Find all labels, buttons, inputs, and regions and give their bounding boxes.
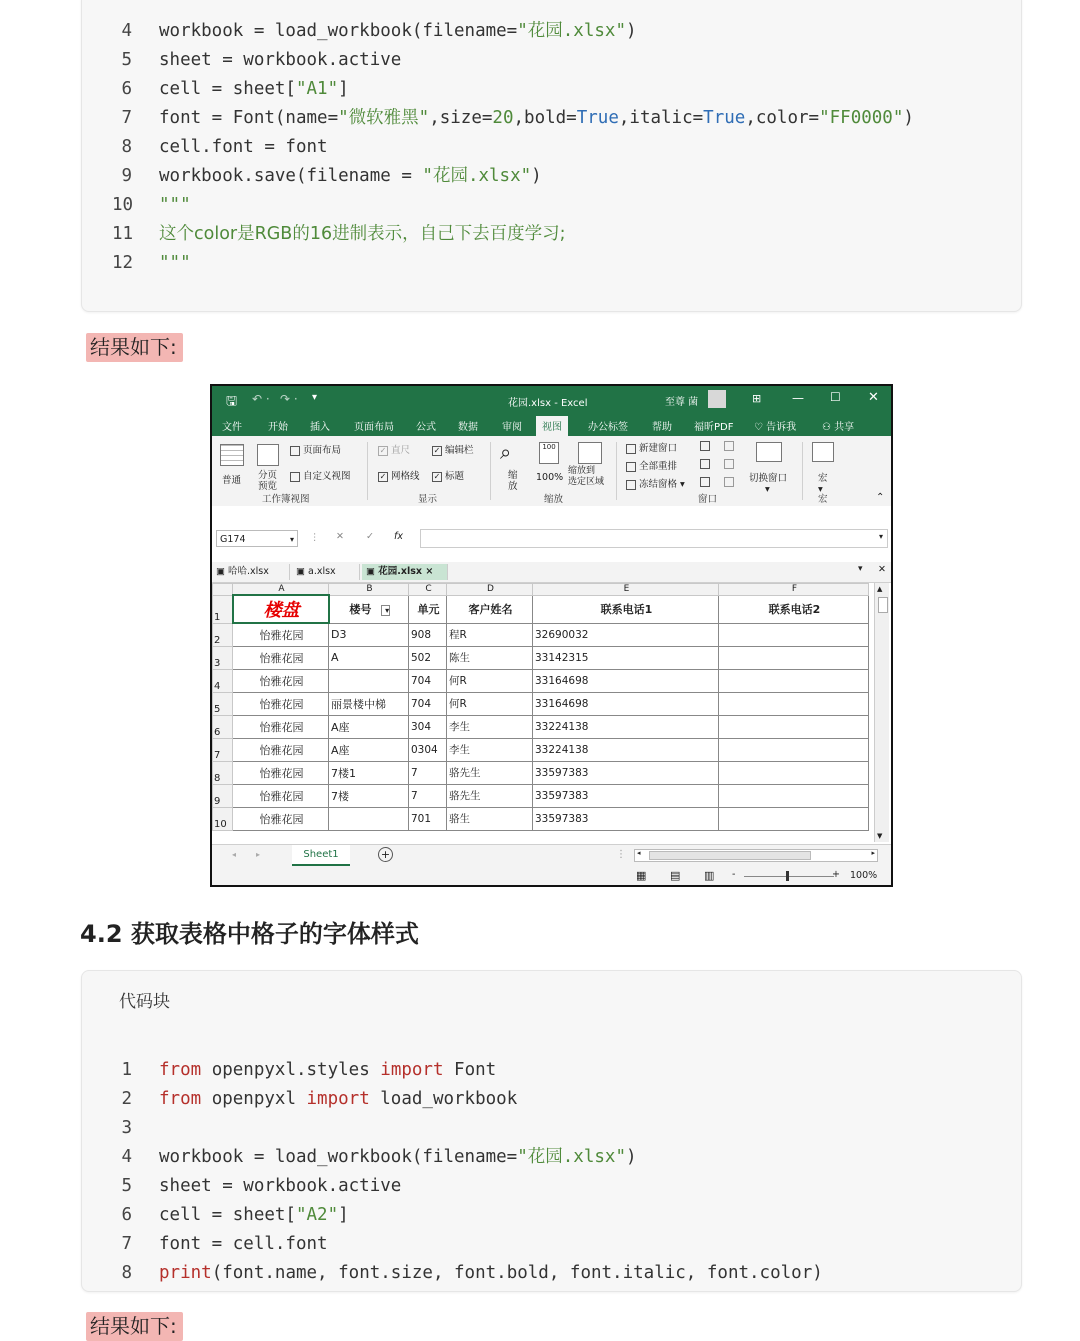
page-break-icon[interactable] bbox=[257, 444, 279, 466]
next-sheet-icon[interactable]: ▸ bbox=[256, 850, 261, 859]
cell[interactable]: D3 bbox=[329, 623, 409, 646]
code-text: cell.font = font bbox=[159, 137, 328, 157]
vertical-scrollbar[interactable]: ▲ ▼ bbox=[874, 583, 889, 842]
cell[interactable] bbox=[719, 761, 869, 784]
table-row bbox=[213, 738, 869, 761]
zoom-group-label: 缩放 bbox=[544, 494, 564, 505]
cell[interactable]: 7楼 bbox=[329, 784, 409, 807]
column-header[interactable]: C bbox=[409, 584, 447, 596]
code-line bbox=[82, 1230, 1012, 1259]
column-header[interactable]: A bbox=[233, 584, 329, 596]
cell[interactable]: 7 bbox=[409, 784, 447, 807]
cell[interactable]: 楼号 ▾ bbox=[329, 595, 409, 623]
code-line bbox=[82, 46, 1012, 75]
line-number: 5 bbox=[121, 50, 132, 70]
row-header[interactable]: 6 bbox=[213, 715, 233, 738]
cell[interactable]: 怡雅花园 bbox=[233, 692, 329, 715]
ribbon-tab[interactable]: 数据 bbox=[458, 422, 478, 433]
code-text: workbook.save(filename = "花园.xlsx") bbox=[159, 166, 542, 186]
switch-windows-icon[interactable] bbox=[756, 442, 782, 462]
table-row bbox=[213, 669, 869, 692]
table-row bbox=[213, 692, 869, 715]
quick-access-dropdown-icon[interactable]: ▾ bbox=[312, 392, 318, 403]
zoom-button[interactable]: 缩 放 bbox=[508, 470, 518, 492]
formula-input[interactable]: ▾ bbox=[420, 529, 888, 548]
tab-list-dropdown-icon[interactable]: ▾ bbox=[858, 564, 863, 574]
code-text: sheet = workbook.active bbox=[159, 50, 402, 70]
code-text: print(font.name, font.size, font.bold, font.italic, font.color) bbox=[159, 1263, 823, 1283]
cell[interactable]: 32690032 bbox=[533, 623, 719, 646]
table-row bbox=[213, 715, 869, 738]
row-header[interactable]: 7 bbox=[213, 738, 233, 761]
cell[interactable]: 骆生 bbox=[447, 807, 533, 830]
cell[interactable]: 33597383 bbox=[533, 807, 719, 830]
line-number: 5 bbox=[121, 1176, 132, 1196]
zoom-in-icon[interactable]: + bbox=[832, 869, 840, 880]
save-icon[interactable]: 🖫 bbox=[226, 394, 238, 409]
cell[interactable] bbox=[329, 807, 409, 830]
row-header[interactable]: 1 bbox=[213, 595, 233, 623]
name-box[interactable]: G174 ▾ bbox=[216, 530, 298, 547]
code-block-2 bbox=[81, 970, 1022, 1292]
split-icon[interactable] bbox=[700, 440, 713, 451]
ribbon-tab[interactable]: 开始 bbox=[268, 422, 288, 433]
ribbon-tab[interactable]: ♡ 告诉我 bbox=[754, 422, 797, 433]
sync-scroll-icon[interactable] bbox=[724, 458, 737, 469]
unhide-icon[interactable] bbox=[700, 476, 713, 487]
zoom-100-icon[interactable]: 100 bbox=[539, 442, 559, 464]
cell[interactable] bbox=[719, 715, 869, 738]
avatar[interactable] bbox=[708, 390, 726, 408]
cell[interactable]: 33597383 bbox=[533, 784, 719, 807]
cell[interactable]: 何R bbox=[447, 669, 533, 692]
line-number: 6 bbox=[121, 1205, 132, 1225]
workbook-tab[interactable]: ▣ 哈哈.xlsx bbox=[212, 564, 290, 580]
cell[interactable]: 33142315 bbox=[533, 646, 719, 669]
code-text: font = cell.font bbox=[159, 1234, 328, 1254]
workbook-tabs bbox=[212, 562, 891, 583]
table-row bbox=[213, 595, 869, 623]
code-line bbox=[82, 1143, 1012, 1172]
cell[interactable]: 丽景楼中梯 bbox=[329, 692, 409, 715]
code-text: from openpyxl import load_workbook bbox=[159, 1089, 518, 1109]
normal-view-icon[interactable] bbox=[220, 444, 244, 466]
arrange-all-button[interactable]: 全部重排 bbox=[626, 458, 677, 472]
zoom-selection-icon[interactable] bbox=[578, 442, 602, 464]
zoom-icon[interactable]: ⌕ bbox=[500, 440, 512, 464]
cell[interactable]: 程R bbox=[447, 623, 533, 646]
window-title: 花园.xlsx - Excel bbox=[508, 398, 588, 409]
ribbon-tab[interactable]: 审阅 bbox=[502, 422, 522, 433]
row-header[interactable]: 5 bbox=[213, 692, 233, 715]
table-row bbox=[213, 646, 869, 669]
cell[interactable] bbox=[719, 646, 869, 669]
ribbon-tab[interactable]: 办公标签 bbox=[588, 422, 628, 433]
redo-icon[interactable]: ↷ · bbox=[280, 392, 298, 406]
horizontal-scrollbar[interactable]: ◂ ▸ bbox=[634, 849, 878, 862]
cell[interactable]: 502 bbox=[409, 646, 447, 669]
zoom-level[interactable]: 100% bbox=[850, 870, 878, 881]
cell[interactable]: 怡雅花园 bbox=[233, 646, 329, 669]
code-line bbox=[82, 133, 1012, 162]
cell[interactable]: 李生 bbox=[447, 715, 533, 738]
ribbon-tab[interactable]: 插入 bbox=[310, 422, 330, 433]
column-header[interactable]: F bbox=[719, 584, 869, 596]
section-heading: 4.2 获取表格中格子的字体样式 bbox=[80, 920, 419, 948]
prev-sheet-icon[interactable]: ◂ bbox=[232, 850, 237, 859]
close-workbook-icon[interactable]: ✕ bbox=[878, 564, 886, 575]
cell[interactable]: A座 bbox=[329, 715, 409, 738]
code-line bbox=[82, 249, 1012, 278]
code-block-title: 代码块 bbox=[119, 992, 170, 1012]
add-sheet-icon[interactable]: + bbox=[378, 847, 393, 862]
new-window-button[interactable]: 新建窗口 bbox=[626, 440, 677, 454]
code-text: font = Font(name="微软雅黑",size=20,bold=True,italic=True,color="FF0000") bbox=[159, 108, 914, 128]
select-all-corner[interactable] bbox=[213, 584, 233, 596]
cell[interactable]: 0304 bbox=[409, 738, 447, 761]
sheet-table bbox=[212, 583, 869, 831]
line-number: 8 bbox=[121, 137, 132, 157]
formula-bar-checkbox[interactable]: ✓ 编辑栏 bbox=[433, 445, 474, 456]
code-text: """ bbox=[159, 195, 191, 215]
line-number: 6 bbox=[121, 79, 132, 99]
ribbon-tab[interactable]: 公式 bbox=[416, 422, 436, 433]
table-row bbox=[213, 623, 869, 646]
column-header[interactable]: B bbox=[329, 584, 409, 596]
line-number: 4 bbox=[121, 1147, 132, 1167]
excel-title-bar bbox=[212, 386, 891, 414]
line-number: 1 bbox=[121, 1060, 132, 1080]
ribbon-tab[interactable]: ⚇ 共享 bbox=[822, 422, 855, 433]
code-line bbox=[82, 1201, 1012, 1230]
minimize-icon[interactable]: — bbox=[792, 391, 804, 405]
code-text: """ bbox=[159, 253, 191, 273]
workbook-tab[interactable]: ▣ a.xlsx bbox=[292, 564, 360, 580]
cell[interactable]: 33164698 bbox=[533, 669, 719, 692]
ribbon-tab[interactable]: 文件 bbox=[222, 422, 242, 433]
cell[interactable] bbox=[719, 738, 869, 761]
code-line bbox=[82, 1172, 1012, 1201]
cell[interactable]: 陈生 bbox=[447, 646, 533, 669]
cell[interactable]: 908 bbox=[409, 623, 447, 646]
cell[interactable] bbox=[719, 669, 869, 692]
collapse-ribbon-icon[interactable]: ⌃ bbox=[876, 492, 885, 503]
cell[interactable]: 33164698 bbox=[533, 692, 719, 715]
cell[interactable]: 骆先生 bbox=[447, 784, 533, 807]
workbook-tab[interactable]: ▣ 花园.xlsx × bbox=[362, 564, 448, 580]
macros-button[interactable]: 宏 ▾ bbox=[818, 473, 828, 495]
code-line bbox=[82, 104, 1012, 133]
reset-position-icon[interactable] bbox=[724, 476, 737, 487]
cell[interactable]: 304 bbox=[409, 715, 447, 738]
row-header[interactable]: 9 bbox=[213, 784, 233, 807]
undo-icon[interactable]: ↶ · bbox=[252, 392, 270, 406]
row-header[interactable]: 10 bbox=[213, 807, 233, 830]
code-text: workbook = load_workbook(filename="花园.xlsx") bbox=[159, 21, 637, 41]
ribbon-tab[interactable]: 视图 bbox=[536, 416, 568, 436]
maximize-icon[interactable]: ☐ bbox=[830, 390, 841, 404]
workbook-views-group-label: 工作簿视图 bbox=[262, 494, 310, 505]
cell[interactable]: 7楼1 bbox=[329, 761, 409, 784]
code-line bbox=[82, 191, 1012, 220]
table-row bbox=[213, 761, 869, 784]
zoom-100-button[interactable]: 100% bbox=[536, 472, 564, 483]
code-text: cell = sheet["A1"] bbox=[159, 79, 349, 99]
cell[interactable] bbox=[719, 623, 869, 646]
table-row bbox=[213, 784, 869, 807]
ribbon-tab[interactable]: 帮助 bbox=[652, 422, 672, 433]
ruler-checkbox[interactable]: ✓ 直尺 bbox=[379, 445, 411, 456]
cell[interactable]: 李生 bbox=[447, 738, 533, 761]
sheet-tab-sheet1[interactable]: Sheet1 bbox=[292, 845, 350, 866]
cell[interactable]: 33224138 bbox=[533, 715, 719, 738]
cell[interactable]: 怡雅花园 bbox=[233, 784, 329, 807]
table-row bbox=[213, 807, 869, 830]
ribbon-display-icon[interactable]: ⊞ bbox=[752, 392, 762, 405]
ribbon-tab[interactable]: 福昕PDF bbox=[694, 422, 734, 433]
cancel-icon[interactable]: ✕ bbox=[336, 531, 344, 542]
code-line bbox=[82, 17, 1012, 46]
code-text: cell = sheet["A2"] bbox=[159, 1205, 349, 1225]
switch-windows-button[interactable]: 切换窗口 ▾ bbox=[749, 473, 788, 495]
column-header[interactable]: D bbox=[447, 584, 533, 596]
line-number: 7 bbox=[121, 1234, 132, 1254]
row-header[interactable]: 8 bbox=[213, 761, 233, 784]
cell[interactable]: 7 bbox=[409, 761, 447, 784]
page-break-button[interactable]: 分页 预览 bbox=[258, 470, 278, 492]
user-name: 至尊 菌 bbox=[665, 397, 699, 408]
cell[interactable]: 怡雅花园 bbox=[233, 738, 329, 761]
zoom-selection-button[interactable]: 缩放到 选定区域 bbox=[568, 466, 605, 487]
normal-view-button[interactable]: 普通 bbox=[222, 475, 242, 486]
cell[interactable] bbox=[719, 807, 869, 830]
cell[interactable]: 怡雅花园 bbox=[233, 807, 329, 830]
zoom-slider[interactable] bbox=[744, 876, 834, 877]
insert-function-icon[interactable]: fx bbox=[394, 531, 403, 542]
cell[interactable] bbox=[719, 692, 869, 715]
code-line bbox=[82, 1259, 1012, 1288]
enter-icon[interactable]: ✓ bbox=[366, 531, 374, 542]
cell[interactable]: 704 bbox=[409, 692, 447, 715]
row-header[interactable]: 4 bbox=[213, 669, 233, 692]
cell[interactable]: 704 bbox=[409, 669, 447, 692]
ribbon-tabs bbox=[212, 414, 891, 436]
sheet-tab-bar: ◂ ▸ Sheet1 + ⋮ ◂ ▸ bbox=[212, 844, 891, 867]
result-label-2: 结果如下: bbox=[86, 1312, 183, 1341]
side-by-side-icon[interactable] bbox=[724, 440, 737, 451]
status-bar bbox=[212, 866, 891, 887]
macros-group-label: 宏 bbox=[818, 494, 828, 505]
code-text: sheet = workbook.active bbox=[159, 1176, 402, 1196]
page-layout-button[interactable]: 页面布局 bbox=[290, 442, 341, 456]
cell[interactable]: 怡雅花园 bbox=[233, 715, 329, 738]
cell[interactable] bbox=[719, 784, 869, 807]
code-line bbox=[82, 1085, 1012, 1114]
ribbon bbox=[212, 436, 891, 507]
code-line bbox=[82, 1056, 1012, 1085]
cell[interactable]: 骆先生 bbox=[447, 761, 533, 784]
filter-dropdown-icon[interactable]: ▾ bbox=[382, 606, 390, 615]
normal-view-status-icon[interactable]: ▦ bbox=[636, 869, 647, 882]
line-number: 10 bbox=[112, 195, 134, 215]
page-layout-status-icon[interactable]: ▤ bbox=[670, 869, 681, 882]
column-header[interactable]: E bbox=[533, 584, 719, 596]
custom-views-button[interactable]: 自定义视图 bbox=[290, 468, 351, 482]
code-text: workbook = load_workbook(filename="花园.xlsx") bbox=[159, 1147, 637, 1167]
excel-screenshot bbox=[210, 384, 893, 887]
line-number: 8 bbox=[121, 1263, 132, 1283]
line-number: 12 bbox=[112, 253, 134, 273]
cell[interactable]: 何R bbox=[447, 692, 533, 715]
cell[interactable]: 怡雅花园 bbox=[233, 669, 329, 692]
cell[interactable] bbox=[329, 669, 409, 692]
row-header[interactable]: 2 bbox=[213, 623, 233, 646]
line-number: 3 bbox=[121, 1118, 132, 1138]
cell[interactable]: 33597383 bbox=[533, 761, 719, 784]
cell[interactable]: 联系电话1 bbox=[533, 595, 719, 623]
result-label-1: 结果如下: bbox=[86, 333, 183, 362]
freeze-panes-button[interactable]: 冻结窗格 ▾ bbox=[626, 476, 685, 490]
page-break-status-icon[interactable]: ▥ bbox=[704, 869, 715, 882]
row-header[interactable]: 3 bbox=[213, 646, 233, 669]
formula-bar: G174 ▾ ⋮ ✕ ✓ fx ▾ bbox=[212, 526, 891, 554]
line-number: 7 bbox=[121, 108, 132, 128]
hide-icon[interactable] bbox=[700, 458, 713, 469]
code-text: 这个color是RGB的16进制表示，自己下去百度学习; bbox=[159, 224, 566, 244]
window-group-label: 窗口 bbox=[698, 494, 718, 505]
code-line bbox=[82, 1114, 1012, 1143]
cell[interactable]: 楼盘 bbox=[233, 595, 329, 623]
code-line bbox=[82, 162, 1012, 191]
show-group-label: 显示 bbox=[418, 494, 438, 505]
ribbon-tab[interactable]: 页面布局 bbox=[354, 422, 394, 433]
gridlines-checkbox[interactable]: ✓ 网格线 bbox=[379, 471, 420, 482]
code-text: from openpyxl.styles import Font bbox=[159, 1060, 497, 1080]
line-number: 4 bbox=[121, 21, 132, 41]
macros-icon[interactable] bbox=[812, 442, 834, 462]
line-number: 2 bbox=[121, 1089, 132, 1109]
line-number: 9 bbox=[121, 166, 132, 186]
code-line bbox=[82, 75, 1012, 104]
cell[interactable]: 怡雅花园 bbox=[233, 761, 329, 784]
code-block-1 bbox=[81, 0, 1022, 312]
close-icon[interactable]: ✕ bbox=[868, 390, 879, 405]
cell[interactable]: 701 bbox=[409, 807, 447, 830]
cell[interactable]: 单元 bbox=[409, 595, 447, 623]
cell[interactable]: A座 bbox=[329, 738, 409, 761]
cell[interactable]: 联系电话2 bbox=[719, 595, 869, 623]
code-line bbox=[82, 220, 1012, 249]
cell[interactable]: 怡雅花园 bbox=[233, 623, 329, 646]
line-number: 11 bbox=[112, 224, 134, 244]
cell[interactable]: A bbox=[329, 646, 409, 669]
cell[interactable]: 33224138 bbox=[533, 738, 719, 761]
headings-checkbox[interactable]: ✓ 标题 bbox=[433, 471, 465, 482]
zoom-out-icon[interactable]: - bbox=[732, 869, 736, 880]
cell[interactable]: 客户姓名 bbox=[447, 595, 533, 623]
